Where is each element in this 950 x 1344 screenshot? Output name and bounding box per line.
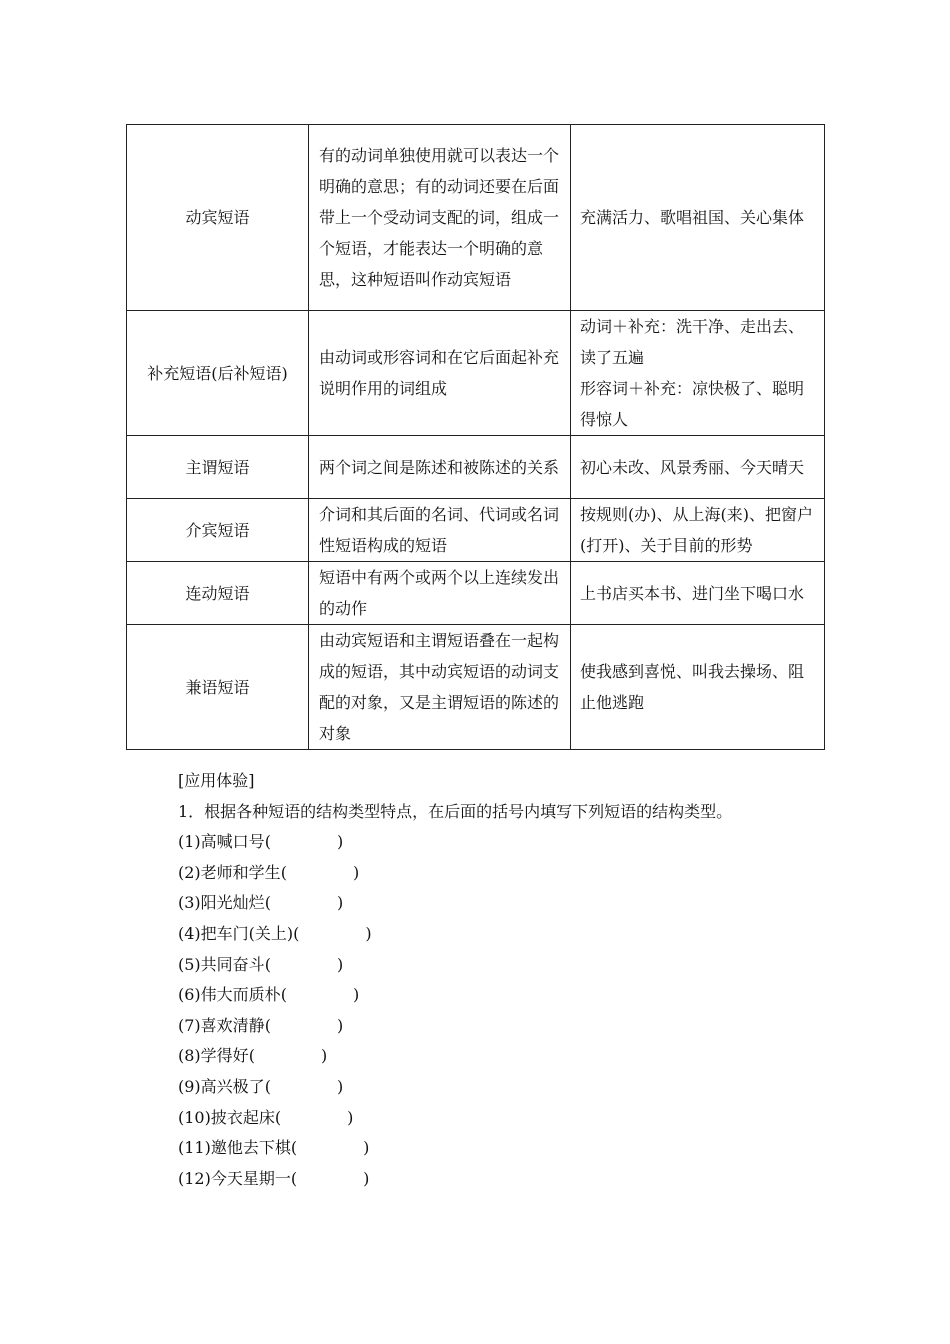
item-number: (3) xyxy=(178,893,201,913)
item-number: (5) xyxy=(178,954,201,974)
phrase-examples xyxy=(571,625,825,750)
phrase-type: 兼语短语 xyxy=(127,625,309,750)
practice-section xyxy=(178,766,818,1194)
item-phrase: 伟大而质朴 xyxy=(200,985,281,1005)
exercise-item: (2)老师和学生( ) xyxy=(178,862,360,882)
example-line: 使我感到喜悦、叫我去操场、阻止他逃跑 xyxy=(580,662,805,712)
phrase-definition: 两个词之间是陈述和被陈述的关系 xyxy=(309,436,571,499)
item-phrase: 邀他去下棋 xyxy=(210,1138,291,1158)
item-phrase: 学得好 xyxy=(200,1046,249,1066)
phrase-type: 动宾短语 xyxy=(127,125,309,311)
item-number: (10) xyxy=(178,1107,211,1127)
item-number: (12) xyxy=(178,1168,211,1188)
exercise-item: (1)高喊口号( ) xyxy=(178,832,344,852)
phrase-types-table xyxy=(126,124,825,750)
exercise-item: (10)披衣起床( ) xyxy=(178,1107,354,1127)
phrase-examples xyxy=(571,125,825,311)
item-phrase: 高兴极了 xyxy=(200,1076,265,1096)
item-number: (11) xyxy=(178,1138,211,1158)
item-number: (9) xyxy=(178,1076,201,1096)
item-number: (4) xyxy=(178,923,201,943)
phrase-definition: 介词和其后面的名词、代词或名词性短语构成的短语 xyxy=(309,499,571,562)
item-phrase: 老师和学生 xyxy=(200,862,281,882)
table-row xyxy=(127,436,825,499)
table-row xyxy=(127,125,825,311)
item-number: (6) xyxy=(178,985,201,1005)
exercise-instruction: 1．根据各种短语的结构类型特点，在后面的括号内填写下列短语的结构类型。 xyxy=(178,801,733,821)
phrase-definition: 有的动词单独使用就可以表达一个明确的意思；有的动词还要在后面带上一个受动词支配的词，组成一个短语，才能表达一个明确的意思，这种短语叫作动宾短语 xyxy=(309,125,571,311)
phrase-examples xyxy=(571,499,825,562)
phrase-type: 介宾短语 xyxy=(127,499,309,562)
exercise-item: (9)高兴极了( ) xyxy=(178,1076,344,1096)
item-number: (7) xyxy=(178,1015,201,1035)
item-phrase: 披衣起床 xyxy=(210,1107,275,1127)
exercise-item: (3)阳光灿烂( ) xyxy=(178,893,344,913)
example-line: 上书店买本书、进门坐下喝口水 xyxy=(580,583,805,603)
table-row xyxy=(127,499,825,562)
exercise-item: (12)今天星期一( ) xyxy=(178,1168,370,1188)
phrase-definition: 由动宾短语和主谓短语叠在一起构成的短语，其中动宾短语的动词支配的对象，又是主谓短语的陈述的对象 xyxy=(309,625,571,750)
phrase-type: 连动短语 xyxy=(127,562,309,625)
phrase-type: 补充短语(后补短语) xyxy=(127,311,309,436)
exercise-item: (8)学得好( ) xyxy=(178,1046,328,1066)
example-line: 按规则(办)、从上海(来)、把窗户(打开)、关于目前的形势 xyxy=(580,505,813,555)
exercise-item: (11)邀他去下棋( ) xyxy=(178,1138,370,1158)
item-phrase: 把车门(关上) xyxy=(200,923,294,943)
exercise-item: (7)喜欢清静( ) xyxy=(178,1015,344,1035)
table-row xyxy=(127,311,825,436)
phrase-definition: 由动词或形容词和在它后面起补充说明作用的词组成 xyxy=(309,311,571,436)
item-number: (8) xyxy=(178,1046,201,1066)
phrase-examples xyxy=(571,436,825,499)
item-phrase: 喜欢清静 xyxy=(200,1015,265,1035)
item-phrase: 共同奋斗 xyxy=(200,954,265,974)
example-line: 动词＋补充：洗干净、走出去、读了五遍 xyxy=(580,317,805,367)
exercise-item: (4)把车门(关上)( ) xyxy=(178,923,372,943)
example-line: 形容词＋补充：凉快极了、聪明得惊人 xyxy=(580,379,805,429)
item-number: (2) xyxy=(178,862,201,882)
exercise-item: (6)伟大而质朴( ) xyxy=(178,985,360,1005)
item-phrase: 高喊口号 xyxy=(200,832,265,852)
table-row xyxy=(127,625,825,750)
phrase-type: 主谓短语 xyxy=(127,436,309,499)
item-phrase: 今天星期一 xyxy=(210,1168,291,1188)
phrase-examples xyxy=(571,562,825,625)
phrase-examples xyxy=(571,311,825,436)
example-line: 初心未改、风景秀丽、今天晴天 xyxy=(580,457,805,477)
item-phrase: 阳光灿烂 xyxy=(200,893,265,913)
table-row xyxy=(127,562,825,625)
phrase-definition: 短语中有两个或两个以上连续发出的动作 xyxy=(309,562,571,625)
exercise-item: (5)共同奋斗( ) xyxy=(178,954,344,974)
section-header: [应用体验] xyxy=(178,771,255,790)
item-number: (1) xyxy=(178,832,201,852)
example-line: 充满活力、歌唱祖国、关心集体 xyxy=(580,208,805,227)
